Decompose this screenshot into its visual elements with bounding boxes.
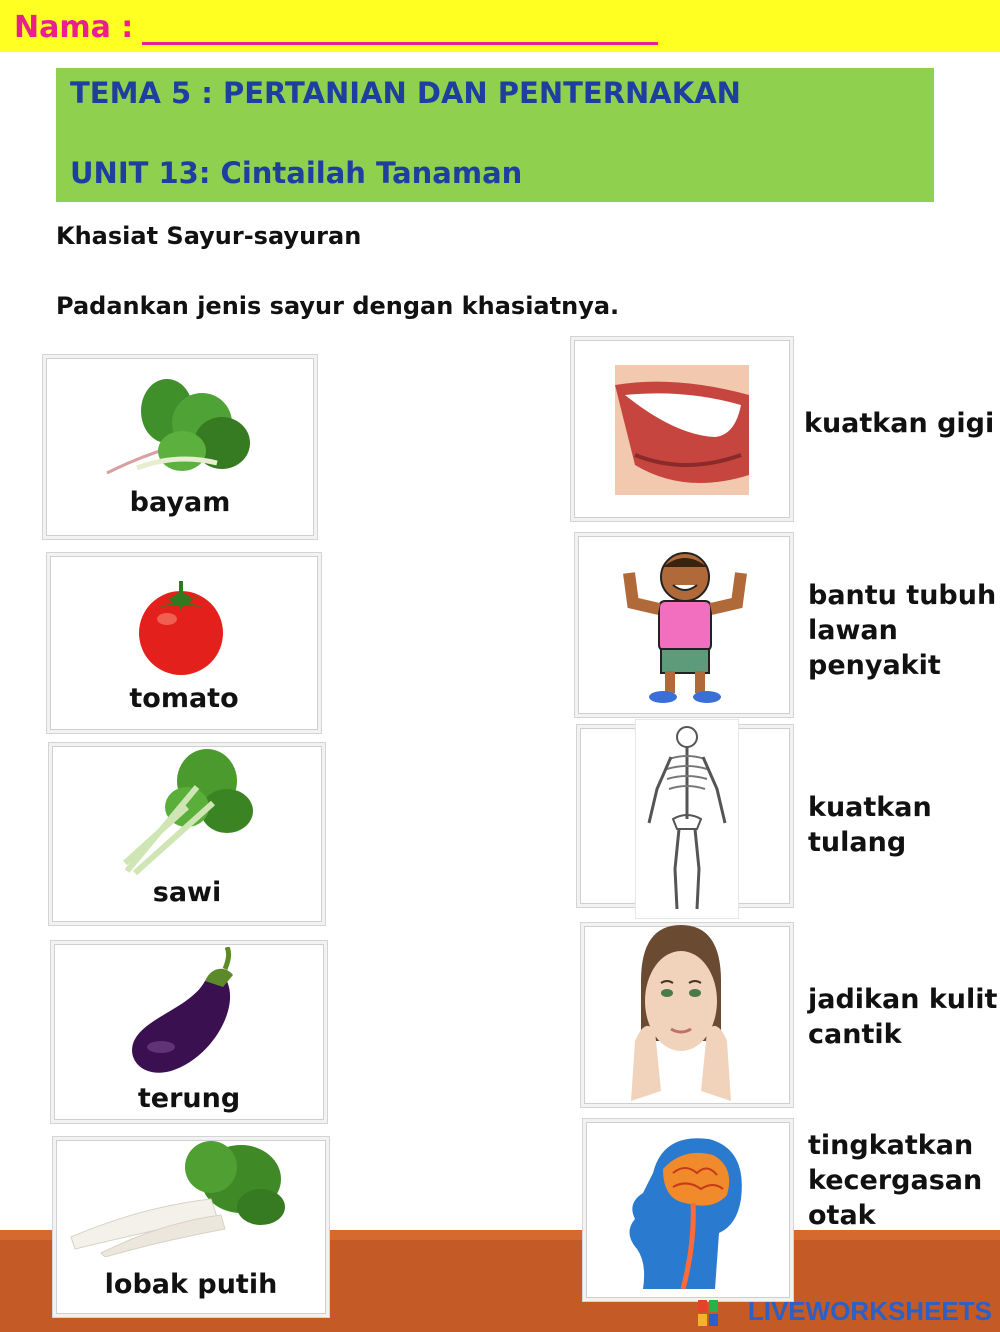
skeleton-icon: [635, 719, 739, 919]
liveworksheets-brand: LIVEWORKSHEETS: [747, 1296, 992, 1326]
title-banner: [56, 68, 934, 202]
benefit-card-immunity[interactable]: [578, 536, 790, 714]
instruction-text: Padankan jenis sayur dengan khasiatnya.: [56, 292, 620, 320]
mustard-greens-icon: [117, 747, 257, 877]
section-subtitle: Khasiat Sayur-sayuran: [56, 222, 362, 250]
benefit-line: lawan: [808, 615, 898, 646]
benefit-line: kecergasan: [808, 1165, 983, 1196]
tomato-icon: [131, 577, 231, 677]
vegetable-label: tomato: [129, 683, 239, 714]
vegetable-label: bayam: [129, 487, 231, 518]
benefit-line: cantik: [808, 1019, 902, 1050]
benefit-text-brain: [808, 1128, 982, 1233]
theme-title: TEMA 5 : PERTANIAN DAN PENTERNAKAN: [70, 76, 741, 110]
benefit-text-bones: [808, 790, 932, 860]
face-icon: [621, 921, 741, 1107]
benefit-line: penyakit: [808, 650, 941, 681]
benefit-line: tingkatkan: [808, 1130, 974, 1161]
benefit-line: jadikan kulit: [808, 984, 998, 1015]
benefit-card-bones[interactable]: [580, 728, 790, 904]
vegetable-label: sawi: [152, 877, 222, 908]
vegetable-card-lobak-putih[interactable]: [56, 1140, 326, 1314]
radish-icon: [61, 1137, 291, 1257]
benefit-line: bantu tubuh: [808, 580, 997, 611]
liveworksheets-logo-icon: [698, 1300, 718, 1326]
spinach-icon: [97, 373, 257, 483]
vegetable-label: lobak putih: [104, 1269, 278, 1300]
vegetable-card-terung[interactable]: [54, 944, 324, 1120]
benefit-line: otak: [808, 1200, 876, 1231]
teeth-icon: [615, 365, 749, 495]
vegetable-card-bayam[interactable]: [46, 358, 314, 536]
benefit-text-teeth: [804, 406, 994, 441]
benefit-card-brain[interactable]: [586, 1122, 790, 1298]
vegetable-card-sawi[interactable]: [52, 746, 322, 922]
eggplant-icon: [121, 947, 251, 1077]
unit-title: UNIT 13: Cintailah Tanaman: [70, 156, 523, 190]
name-label: Nama :: [14, 10, 134, 45]
vegetable-label: terung: [137, 1083, 241, 1114]
benefit-text-immunity: [808, 578, 996, 683]
vegetable-card-tomato[interactable]: [50, 556, 318, 730]
benefit-line: kuatkan: [808, 792, 932, 823]
benefit-card-teeth[interactable]: [574, 340, 790, 518]
benefit-card-skin[interactable]: [584, 926, 790, 1104]
benefit-line: kuatkan gigi: [804, 408, 995, 439]
brain-icon: [623, 1133, 753, 1289]
benefit-text-skin: [808, 982, 997, 1052]
strong-boy-icon: [623, 543, 747, 707]
name-input-line[interactable]: [142, 42, 658, 45]
benefit-line: tulang: [808, 827, 907, 858]
